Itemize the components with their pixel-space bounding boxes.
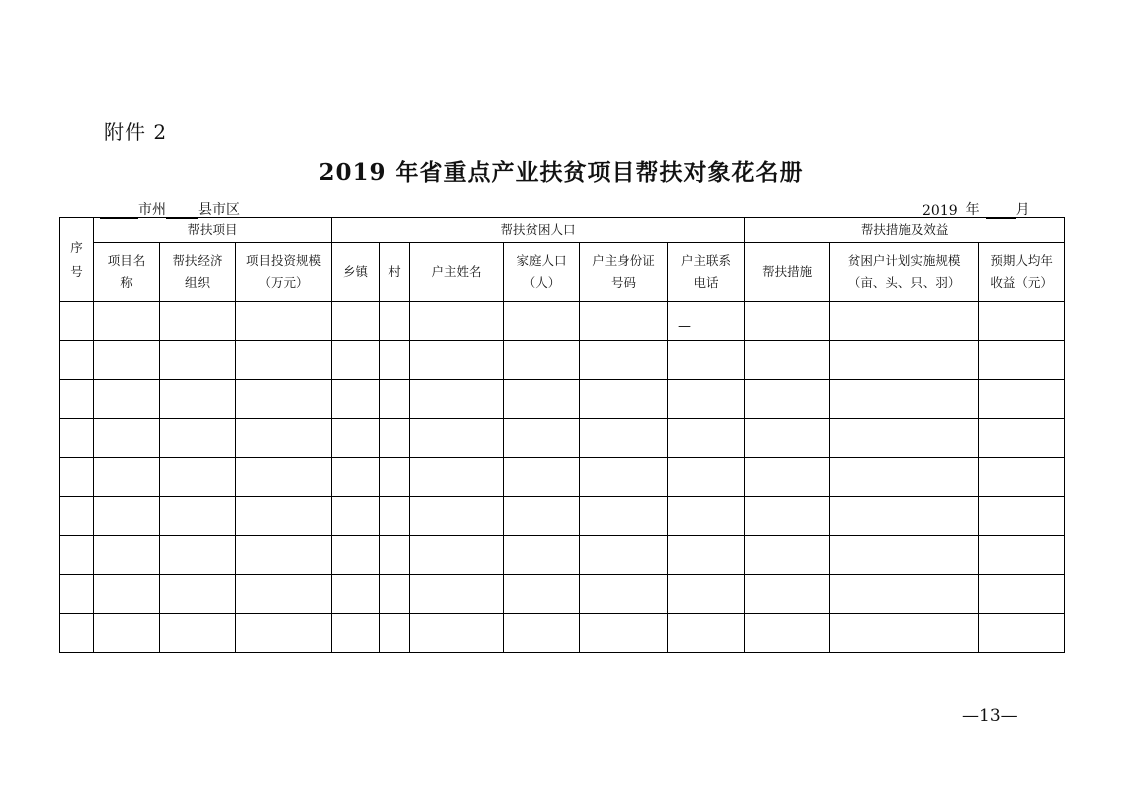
table-row bbox=[60, 536, 1065, 575]
col-investment-scale: 项目投资规模（万元） bbox=[236, 243, 332, 302]
city-suffix: 市州 bbox=[138, 202, 166, 218]
col-township: 乡镇 bbox=[332, 243, 380, 302]
col-family-size: 家庭人口（人） bbox=[504, 243, 580, 302]
col-project-name: 项目名称 bbox=[94, 243, 160, 302]
year-value: 2019 bbox=[922, 203, 958, 219]
date-line bbox=[922, 199, 1030, 219]
group-header-project: 帮扶项目 bbox=[94, 218, 332, 243]
col-measures: 帮扶措施 bbox=[745, 243, 830, 302]
seq-header: 序号 bbox=[60, 218, 94, 302]
col-id-number: 户主身份证号码 bbox=[580, 243, 668, 302]
document-title: 2019 年省重点产业扶贫项目帮扶对象花名册 bbox=[318, 159, 804, 186]
table-row bbox=[60, 302, 1065, 341]
col-economic-org: 帮扶经济组织 bbox=[160, 243, 236, 302]
group-header-measures: 帮扶措施及效益 bbox=[745, 218, 1065, 243]
col-plan-scale: 贫困户计划实施规模（亩、头、只、羽） bbox=[830, 243, 979, 302]
year-label: 年 bbox=[965, 202, 980, 218]
table-row bbox=[60, 341, 1065, 380]
phone-dash: — bbox=[678, 319, 692, 334]
county-suffix: 县市区 bbox=[198, 202, 240, 218]
table-row bbox=[60, 497, 1065, 536]
col-expected-income: 预期人均年收益（元） bbox=[979, 243, 1065, 302]
location-line bbox=[100, 199, 240, 219]
table-row bbox=[60, 614, 1065, 653]
col-phone: 户主联系电话 bbox=[668, 243, 745, 302]
table-row bbox=[60, 575, 1065, 614]
table-row bbox=[60, 458, 1065, 497]
month-label: 月 bbox=[1015, 202, 1030, 218]
table-row bbox=[60, 419, 1065, 458]
col-village: 村 bbox=[380, 243, 410, 302]
roster-table bbox=[59, 217, 1065, 653]
table-row bbox=[60, 380, 1065, 419]
page-number: —13— bbox=[962, 706, 1018, 726]
group-header-people: 帮扶贫困人口 bbox=[332, 218, 745, 243]
phone-cell[interactable] bbox=[668, 302, 745, 341]
attachment-label: 附件 2 bbox=[104, 120, 168, 144]
col-head-name: 户主姓名 bbox=[410, 243, 504, 302]
